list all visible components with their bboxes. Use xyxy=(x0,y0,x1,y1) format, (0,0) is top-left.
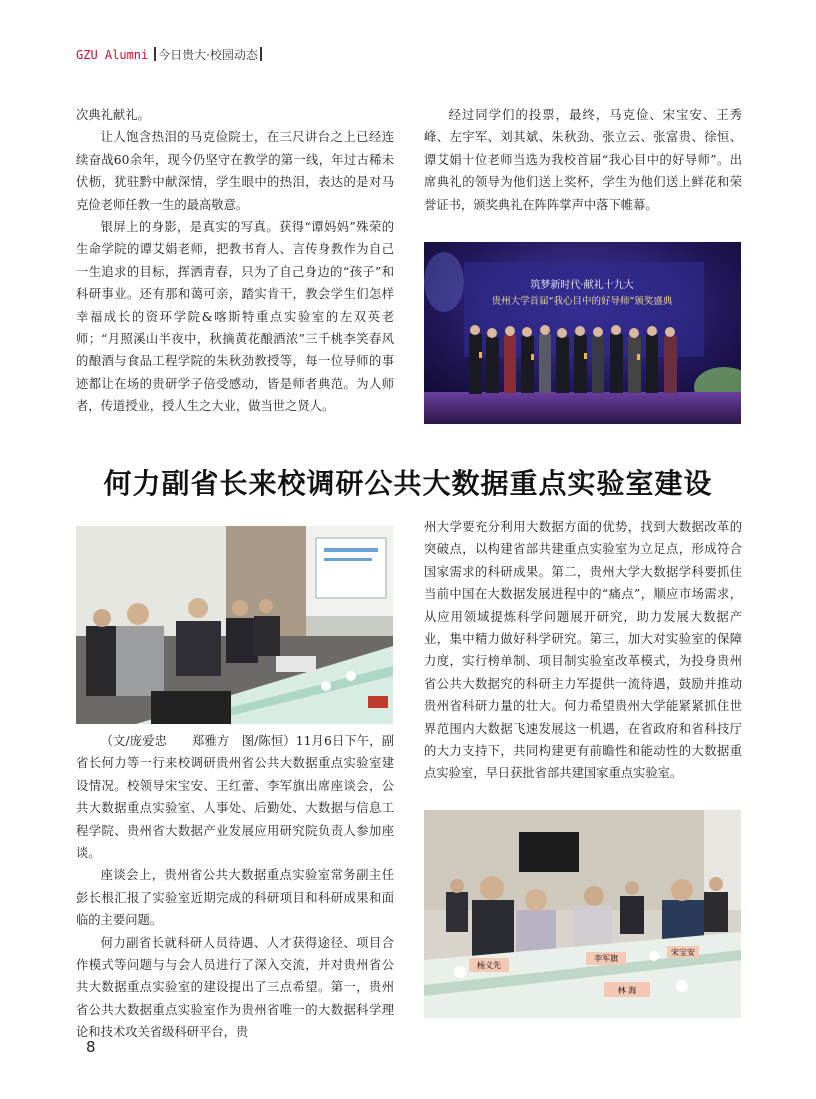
meeting-photo-left xyxy=(76,526,393,724)
header-divider-end xyxy=(260,47,262,61)
nameplate: 李军旗 xyxy=(594,954,618,963)
column-left-top xyxy=(76,104,394,418)
article-title: 何力副省长来校调研公共大数据重点实验室建设 xyxy=(103,467,713,500)
paragraph: 次典礼献礼。 xyxy=(76,108,150,122)
column-right-top xyxy=(424,104,742,216)
paragraph: 何力副省长就科研人员待遇、人才获得途径、项目合作模式等问题与与会人员进行了深入交流，并对贵州省公共大数据重点实验室的建设提出了三点希望。第一，贵州省公共大数据重点实验室作为贵州省唯一的大数据科学理论和技术攻关省级科研平台，贵 xyxy=(76,935,394,1040)
column-left-bottom xyxy=(76,730,394,1044)
nameplate: 林 海 xyxy=(617,986,637,995)
page-number: 8 xyxy=(86,1038,96,1056)
meeting-photo-right xyxy=(424,810,741,1018)
banner-line-2: 贵州大学首届“我心目中的好导师”颁奖盛典 xyxy=(491,296,673,307)
column-right-bottom xyxy=(424,516,742,785)
paragraph: 经过同学们的投票，最终，马克俭、宋宝安、王秀峰、左宇军、刘其斌、朱秋劲、张立云、张富贵、徐恒、谭艾娟十位老师当选为我校首届“我心目中的好导师”。出席典礼的领导为他们送上奖杯，学生为他们送上鲜花和荣誉证书，颁奖典礼在阵阵掌声中落下帷幕。 xyxy=(424,108,742,212)
nameplate: 杨义先 xyxy=(477,961,501,970)
paragraph: 州大学要充分利用大数据方面的优势，找到大数据改革的突破点，以构建省部共建重点实验室为立足点，形成符合国家需求的科研成果。第二，贵州大学大数据学科要抓住当前中国在大数据发展进程中的“痛点”，顺应市场需求，从应用领域提炼科学问题展开研究，助力发展大数据产业，集中精力做好科学研究。第三，加大对实验室的保障力度，实行榜单制、项目制实验室改革模式，为投身贵州省公共大数据究的科研主力军提供一流待遇，鼓励并推动贵州省科研力量的壮大。何力希望贵州大学能紧紧抓住世界范围内大数据飞速发展这一机遇，在省政府和省科技厅的大力支持下，共同构建更有前瞻性和能动性的大数据重点实验室，早日获批省部共建国家重点实验室。 xyxy=(424,520,742,781)
banner-line-1: 筑梦新时代·献礼十九大 xyxy=(530,280,634,291)
header-section: 今日贵大·校园动态 xyxy=(158,48,258,62)
header-divider xyxy=(154,47,156,61)
paragraph: 座谈会上，贵州省公共大数据重点实验室常务副主任彭长根汇报了实验室近期完成的科研项目和科研成果和面临的主要问题。 xyxy=(76,868,394,928)
paragraph: 让人饱含热泪的马克俭院士，在三尺讲台之上已经连续奋战60余年，现今仍坚守在教学的第一线，年过古稀未伏枥，犹驻黔中献深情，学生眼中的热泪，表达的是对马克俭老师任教一生的最高敬意。 xyxy=(76,130,394,212)
award-ceremony-photo xyxy=(424,242,741,424)
header-brand: GZU Alumni xyxy=(76,48,149,62)
paragraph: （文/庞爱忠 郑雅方 图/陈恒）11月6日下午，副省长何力等一行来校调研贵州省公共大数据重点实验室建设情况。校领导宋宝安、王红蕾、李军旗出席座谈会，公共大数据重点实验室、人事处、后勤处、大数据与信息工程学院、贵州省大数据产业发展应用研究院负责人参加座谈。 xyxy=(76,734,394,861)
nameplate: 宋宝安 xyxy=(671,948,695,957)
running-header xyxy=(76,46,264,63)
paragraph: 银屏上的身影，是真实的写真。获得“谭妈妈”殊荣的生命学院的谭艾娟老师，把教书育人、言传身教作为自己一生追求的目标，挥洒青春，只为了自己身边的“孩子”和科研事业。还有那和蔼可亲，踏实肯干，教会学生们怎样幸福成长的资环学院&喀斯特重点实验室的左双英老师；“月照溪山半夜中，秋摘黄花酿酒浓”三千桃李笑春风的酿酒与食品工程学院的朱秋劲教授等，每一位导师的事迹都让在场的贵研学子倍受感动，皆是师者典范。为人师者，传道授业，授人生之大业，做当世之贤人。 xyxy=(76,220,394,414)
